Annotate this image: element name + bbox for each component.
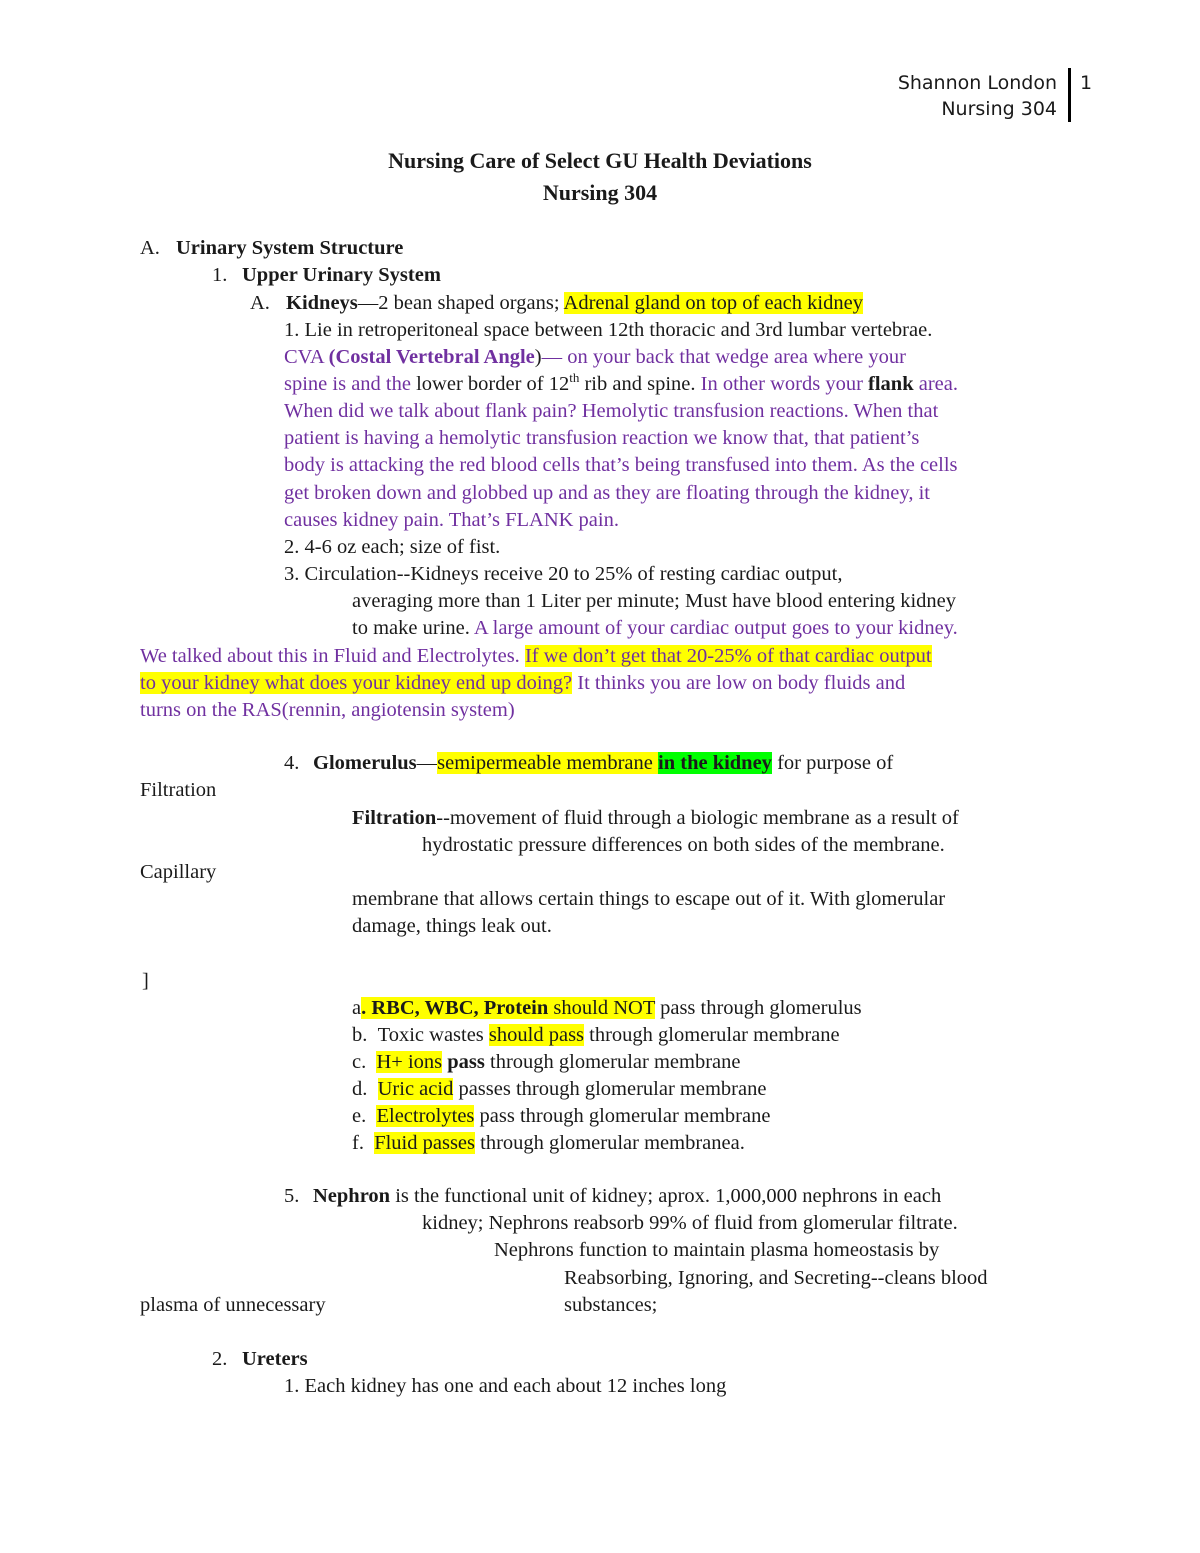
item-c-marker: c. [352, 1051, 367, 1073]
item-d-rest: passes through glomerular membrane [453, 1078, 767, 1100]
k3-l4a: We talked about this in Fluid and Electrolytes. [140, 645, 525, 667]
k1-line2 [284, 344, 906, 371]
capillary-word: Capillary [140, 861, 217, 883]
k3-l4b: If we don’t get that 20-25% of that cardiac output [524, 645, 932, 667]
k3-line5 [140, 670, 905, 697]
item-b-rest: through glomerular membrane [584, 1024, 840, 1046]
item-e [352, 1103, 770, 1130]
k3-l5a: to your kidney what does your kidney end up doing? [140, 672, 573, 694]
kidneys-line [286, 290, 863, 317]
ureters-heading: Ureters [242, 1348, 308, 1370]
glom-wrap: Filtration [140, 779, 217, 801]
nephron-marker: 5. [284, 1185, 300, 1207]
stray-bracket: ] [142, 970, 149, 992]
page-number: 1 [1080, 72, 1093, 94]
item-f-marker: f. [352, 1132, 364, 1154]
item-d [352, 1076, 766, 1103]
nephron-line3: Nephrons function to maintain plasma homeostasis by [494, 1239, 940, 1261]
filtration-line2: hydrostatic pressure differences on both sides of the membrane. [422, 834, 945, 856]
nephron-rest: is the functional unit of kidney; aprox. 1,000,000 nephrons in each [390, 1185, 942, 1207]
section-a-heading: Urinary System Structure [176, 237, 404, 259]
kidneys-marker: A. [250, 292, 270, 314]
k1-line7: get broken down and globbed up and as they are floating through the kidney, it [284, 482, 930, 504]
document-title: Nursing Care of Select GU Health Deviations [388, 148, 812, 173]
kidneys-dash: — [357, 292, 379, 314]
item-b-marker: b. [352, 1024, 368, 1046]
k3-line6: turns on the RAS(rennin, angiotensin system) [140, 699, 515, 721]
kidneys-label: Kidneys [286, 292, 358, 314]
k1-line4: When did we talk about flank pain? Hemolytic transfusion reactions. When that [284, 400, 939, 422]
k3-l5b: It thinks you are low on body fluids and [572, 672, 906, 694]
k3-line1: 3. Circulation--Kidneys receive 20 to 25% of resting cardiac output, [284, 563, 843, 585]
item-c-rest: through glomerular membrane [484, 1051, 741, 1073]
glom-hl2: in the kidney [658, 752, 772, 774]
cva-close: ) [534, 346, 542, 368]
item-d-marker: d. [352, 1078, 368, 1100]
nephron-line4: Reabsorbing, Ignoring, and Secreting--cleans blood [564, 1267, 988, 1289]
filtration-label: Filtration [352, 807, 437, 829]
item-a-marker: a [352, 997, 362, 1019]
cva-desc: — on your back that wedge area where your [541, 346, 906, 368]
header-course: Nursing 304 [941, 98, 1057, 120]
nephron-label: Nephron [313, 1185, 391, 1207]
k1-line8: causes kidney pain. That’s FLANK pain. [284, 509, 619, 531]
item-e-hl: Electrolytes [376, 1105, 475, 1127]
item-b [352, 1022, 840, 1049]
item-a-hl: . RBC, WBC, Protein [361, 997, 549, 1019]
glom-dash: — [416, 752, 438, 774]
glom-marker: 4. [284, 752, 300, 774]
k1-l3c: rib and spine. [579, 373, 701, 395]
k1-l3a: spine is and the [284, 373, 417, 395]
membrane-line2: damage, things leak out. [352, 915, 552, 937]
k3-l3a: to make urine. [352, 617, 474, 639]
filtration-rest: --movement of fluid through a biologic membrane as a result of [436, 807, 959, 829]
item-f-rest: through glomerular membranea. [475, 1132, 745, 1154]
k1-l3d: In other words your [700, 373, 869, 395]
item-c [352, 1049, 741, 1076]
section-a-marker: A. [140, 237, 160, 259]
k1-l3f: area. [913, 373, 958, 395]
upper-marker: 1. [212, 264, 228, 286]
membrane-line1: membrane that allows certain things to escape out of it. With glomerular [352, 888, 946, 910]
k1-l3sup: th [569, 370, 580, 386]
item-e-rest: pass through glomerular membrane [474, 1105, 771, 1127]
item-b-pre: Toxic wastes [377, 1024, 489, 1046]
glom-label: Glomerulus [313, 752, 417, 774]
nephron-line1 [313, 1183, 941, 1210]
k2-line: 2. 4-6 oz each; size of fist. [284, 536, 501, 558]
k1-l3e: flank [868, 373, 914, 395]
nephron-line2: kidney; Nephrons reabsorb 99% of fluid from glomerular filtrate. [422, 1212, 958, 1234]
item-a [352, 995, 862, 1022]
item-b-hl: should pass [488, 1024, 585, 1046]
item-a-rest: pass through glomerulus [654, 997, 862, 1019]
k3-line4 [140, 643, 932, 670]
k1-l3b: lower border of 12 [416, 373, 570, 395]
filtration-line [352, 805, 959, 832]
k1-line5: patient is having a hemolytic transfusion reaction we know that, that patient’s [284, 427, 920, 449]
nephron-line5b: substances; [564, 1294, 658, 1316]
k3-line2: averaging more than 1 Liter per minute; Must have blood entering kidney [352, 590, 957, 612]
cva-abbr: CVA [284, 346, 329, 368]
k1-line6: body is attacking the red blood cells that’s being transfused into them. As the cells [284, 454, 958, 476]
item-f [352, 1130, 745, 1157]
ureters-marker: 2. [212, 1348, 228, 1370]
item-f-hl: Fluid passes [374, 1132, 476, 1154]
k1-line3 [284, 371, 958, 398]
upper-heading: Upper Urinary System [242, 264, 441, 286]
header-divider [1068, 68, 1071, 122]
item-e-marker: e. [352, 1105, 367, 1127]
nephron-line5a: plasma of unnecessary [140, 1294, 326, 1316]
item-a-hl2: should NOT [548, 997, 655, 1019]
document-subtitle: Nursing 304 [542, 180, 658, 205]
ureters-line1: 1. Each kidney has one and each about 12 inches long [284, 1375, 727, 1397]
glom-hl1: semipermeable membrane [437, 752, 659, 774]
header-author: Shannon London [897, 72, 1057, 94]
k3-l3b: A large amount of your cardiac output goes to your kidney. [473, 617, 958, 639]
glom-line [313, 750, 893, 777]
cva-full: (Costal Vertebral Angle [328, 346, 535, 368]
glom-rest: for purpose of [771, 752, 894, 774]
k3-line3 [352, 615, 958, 642]
kidneys-highlight: Adrenal gland on top of each kidney [563, 292, 863, 314]
item-c-hl: H+ ions [376, 1051, 443, 1073]
item-c-bold: pass [442, 1051, 485, 1073]
kidneys-rest: 2 bean shaped organs; [378, 292, 564, 314]
k1-line1: 1. Lie in retroperitoneal space between 12th thoracic and 3rd lumbar vertebrae. [284, 319, 933, 341]
item-d-hl: Uric acid [377, 1078, 454, 1100]
